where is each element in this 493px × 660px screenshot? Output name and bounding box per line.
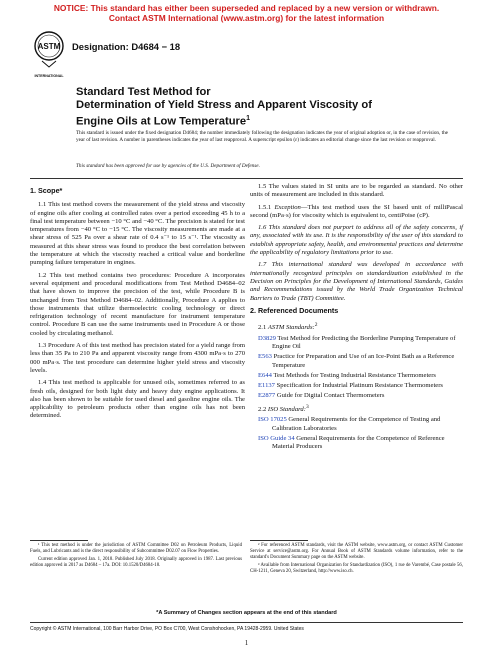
issuance-note: This standard is issued under the fixed designation D4684; the number immediately following the designation indicates the year of original adoption or, in the case of revision, the year of last revision. A number in parentheses indicates the year of last reapproval. A superscript epsilon (ε) indicates an editorial change since the last revision or reapproval. (76, 130, 448, 143)
footnote-3: ³ Available from International Organization for Standardization (ISO), 1 rue de Varembé, Case postale 56, CH-1211, Geneva 20, Switzerland, http://www.iso.ch. (250, 563, 463, 574)
paragraph-1-6: 1.6 This standard does not purport to address all of the safety concerns, if any, associated with its use. It is the responsibility of the user of this standard to establish appropriate safety, health, and environmental practices and determine the applicability of regulatory limitations prior to use. (250, 224, 463, 257)
reference-item: ISO Guide 34 General Requirements for the Competence of Reference Material Producers (258, 434, 445, 451)
left-column (30, 183, 245, 425)
divider (30, 178, 463, 179)
reference-item: E563 Practice for Preparation and Use of an Ice-Point Bath as a Reference Temperature (258, 353, 455, 369)
title-line-3: Engine Oils at Low Temperature$^1$ (76, 115, 251, 128)
paragraph-1-3: 1.3 Procedure A of this test method has precision stated for a yield range from less than 35 Pa to 210 Pa and apparent viscosity range from 4300 mPa·s to 270 000 mPa·s. The test procedure can determine higher yield stress and viscosity levels. (30, 342, 245, 374)
designation: Designation: D4684 − 18 (72, 41, 181, 52)
reference-link[interactable]: ISO 17025 (258, 416, 287, 424)
right-column (250, 183, 463, 453)
paragraph-1-4: 1.4 This test method is applicable for unused oils, sometimes referred to as fresh oils, designed for both light duty and heavy duty engine applications. It also has been shown to be suitable for used diesel and gasoline engine oils. The applicability to petroleum products other than engine oils has not been determined. (30, 379, 245, 420)
paragraph-1-5-1: 1.5.1 Exception—This test method uses the SI based unit of milliPascal second (mPa·s) for viscosity which is equivalent to, centiPoise (cP). (250, 203, 463, 219)
reference-link[interactable]: E2877 (258, 392, 276, 400)
reference-item: E1137 Specification for Industrial Platinum Resistance Thermometers (258, 382, 443, 390)
title-line-2: Determination of Yield Stress and Apparent Viscosity of (76, 99, 372, 111)
scope-heading: 1. Scope* (30, 186, 63, 195)
copyright-line: Copyright © ASTM International, 100 Barr Harbor Drive, PO Box C700, West Conshohocken, PA 19428-2959. United States (30, 626, 304, 632)
footnote-1: ¹ This test method is under the jurisdiction of ASTM Committee D02 on Petroleum Products, Liquid Fuels, and Lubricants and is the direct responsibility of Subcommittee D02.07 on Flow Properties. (30, 543, 242, 554)
reference-link[interactable]: E563 (258, 353, 272, 361)
reference-item: D3829 Test Method for Predicting the Borderline Pumping Temperature of Engine Oil (258, 334, 456, 350)
paragraph-1-1: 1.1 This test method covers the measurement of the yield stress and viscosity of engine oils after cooling at controlled rates over a period exceeding 45 h to a final test temperature between −10 °C and −40 °C. The precision is stated for test temperatures from −40 °C to −15 °C. The viscosity measurements are made at a shear stress of 525 Pa over a shear rate of 0.4 s⁻¹ to 15 s⁻¹. The viscosity as measured at this shear stress was found to produce the best correlation between the temperature at which the viscosity reached a critical value and borderline pumping failure temperature in engines. (30, 201, 245, 267)
reference-link[interactable]: E1137 (258, 382, 275, 390)
reference-item: ISO 17025 General Requirements for the Competence of Testing and Calibration Laboratories (258, 416, 441, 432)
footnote-divider (30, 540, 88, 541)
right-footnotes (250, 543, 463, 577)
title-line-1: Standard Test Method for (76, 86, 211, 98)
paragraph-1-7: 1.7 This international standard was developed in accordance with internationally recognized principles on standardization established in the Decision on Principles for the Development of International Standards, Guides and Recommendations issued by the World Trade Organization Technical Barriers to Trade (TBT) Committee. (250, 261, 463, 302)
notice-banner (0, 3, 493, 23)
left-footnotes (30, 543, 242, 571)
iso-standard-subheading: 2.2 ISO Standard:$^3$ (258, 403, 309, 413)
divider (30, 622, 463, 623)
reference-link[interactable]: ISO Guide 34 (258, 434, 295, 442)
document-title (76, 86, 456, 129)
svg-text:INTERNATIONAL: INTERNATIONAL (34, 74, 64, 78)
summary-of-changes-note: *A Summary of Changes section appears at the end of this standard (156, 610, 337, 616)
reference-item: E2877 Guide for Digital Contact Thermometers (258, 392, 385, 400)
footnote-1-edition: Current edition approved Jan. 1, 2018. Published July 2018. Originally approved in 1987. Last previous edition approved in 2017 as D4684 – 17a. DOI: 10.1520/D4684-18. (30, 557, 242, 568)
reference-item: E644 Test Methods for Testing Industrial Resistance Thermometers (258, 371, 436, 379)
notice-line-2: Contact ASTM International (www.astm.org) for the latest information (108, 13, 385, 23)
notice-line-1: NOTICE: This standard has either been superseded and replaced by a new version or withdrawn. (53, 3, 440, 13)
reference-link[interactable]: E644 (258, 371, 272, 379)
svg-text:ASTM: ASTM (37, 42, 61, 51)
footnote-2: ² For referenced ASTM standards, visit the ASTM website, www.astm.org, or contact ASTM Customer Service at service@astm.org. For Annual Book of ASTM Standards volume information, refer to the standard's Document Summary page on the ASTM website. (250, 543, 463, 560)
page-number: 1 (244, 639, 249, 647)
footnote-divider (250, 540, 308, 541)
reference-link[interactable]: D3829 (258, 334, 276, 342)
paragraph-1-5: 1.5 The values stated in SI units are to be regarded as standard. No other units of measurement are included in this standard. (250, 183, 463, 199)
astm-standards-subheading: 2.1 ASTM Standards:$^2$ (258, 322, 318, 332)
referenced-documents-heading: 2. Referenced Documents (250, 305, 339, 315)
paragraph-1-2: 1.2 This test method contains two procedures: Procedure A incorporates several equipment and procedural modifications from Test Method D4684–02 that have shown to improve the precision of the test, while Procedure B is unchanged from Test Method D4684–02. Additionally, Procedure A applies to those instruments that utilize thermoelectric cooling technology or direct refrigeration technology of recent manufacture for instrument temperature control. Procedure B can use the same instruments used in Procedure A or those cooled by circulating methanol. (30, 271, 245, 337)
dod-approval-note: This standard has been approved for use by agencies of the U.S. Department of Defense. (76, 163, 260, 169)
astm-logo-icon (33, 30, 65, 82)
